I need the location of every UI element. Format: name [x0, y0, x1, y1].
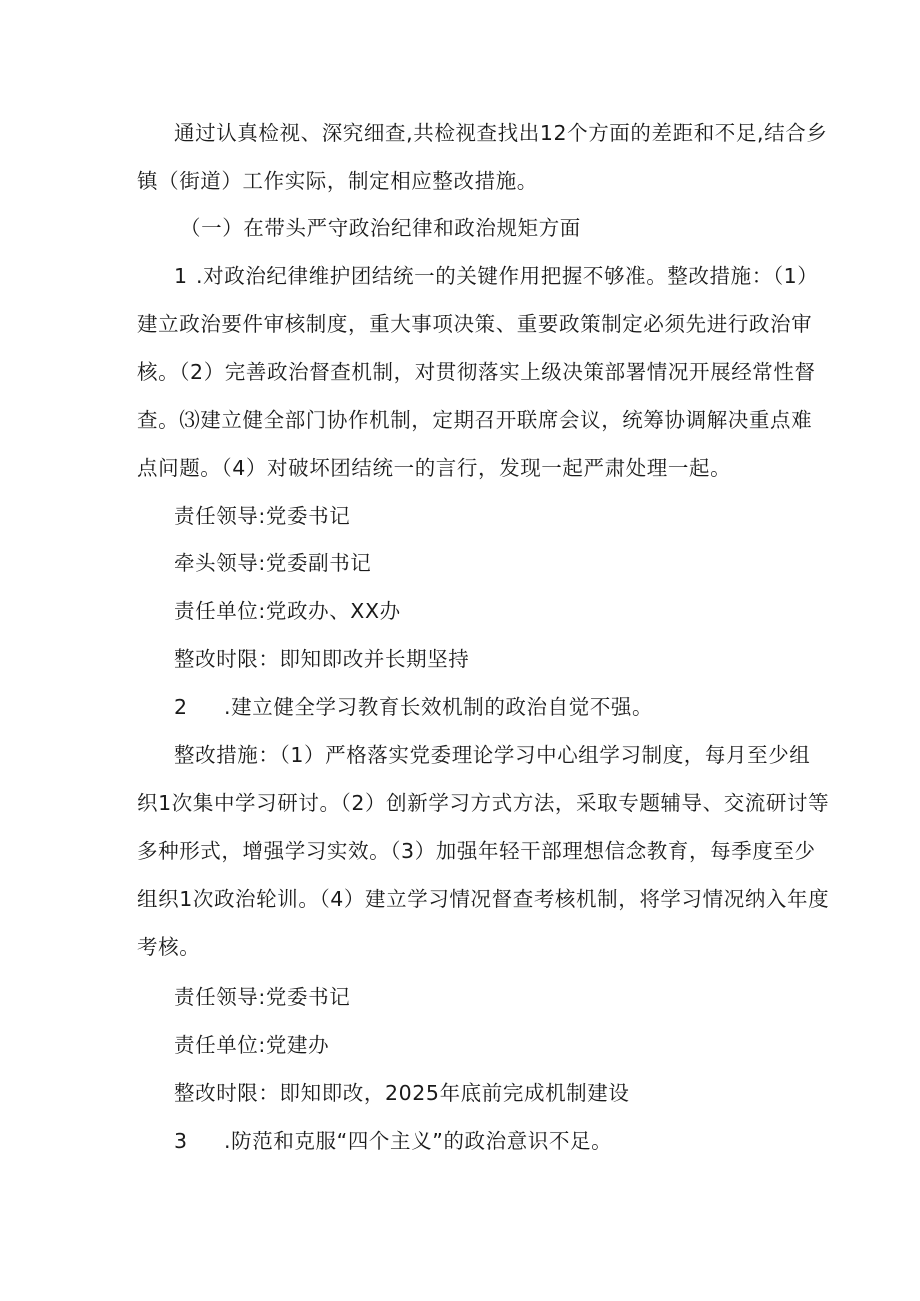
item-1-line-4: 查。⑶建立健全部门协作机制，定期召开联席会议，统筹协调解决重点难: [137, 408, 813, 432]
item-2-line-2: 织1次集中学习研讨。（2）创新学习方式方法，采取专题辅导、交流研讨等: [137, 791, 830, 815]
item-1-text: .对政治纪律维护团结统一的关键作用把握不够准。整改措施：（1）: [196, 264, 819, 288]
item-1-responsible-unit: 责任单位:党政办、XX办: [174, 599, 401, 623]
item-1-lead-leader: 牵头领导:党委副书记: [174, 551, 372, 575]
item-3-title: .防范和克服“四个主义”的政治意识不足。: [224, 1129, 613, 1153]
item-3-number: 3: [174, 1129, 188, 1153]
section-heading: （一）在带头严守政治纪律和政治规矩方面: [180, 216, 581, 240]
item-1-responsible-leader: 责任领导:党委书记: [174, 504, 351, 528]
item-3-title-line: [174, 1127, 612, 1155]
item-1-line-5: 点问题。（4）对破坏团结统一的言行，发现一起严肃处理一起。: [137, 456, 732, 480]
item-2-line-5: 考核。: [137, 935, 201, 959]
intro-paragraph-line-2: 镇（街道）工作实际，制定相应整改措施。: [137, 169, 538, 193]
item-2-title: .建立健全学习教育长效机制的政治自觉不强。: [224, 695, 654, 719]
item-2-responsible-leader: 责任领导:党委书记: [174, 985, 351, 1009]
item-1-deadline: 整改时限：即知即改并长期坚持: [174, 647, 470, 671]
item-2-responsible-unit: 责任单位:党建办: [174, 1033, 330, 1057]
intro-paragraph-line-1: 通过认真检视、深究细查,共检视查找出12个方面的差距和不足,结合乡: [174, 121, 828, 145]
item-2-line-1: 整改措施：（1）严格落实党委理论学习中心组学习制度，每月至少组: [174, 743, 811, 767]
item-1-number: 1: [174, 264, 188, 288]
item-2-line-4: 组织1次政治轮训。（4）建立学习情况督查考核机制，将学习情况纳入年度: [137, 887, 830, 911]
item-2-deadline: 整改时限：即知即改，2025年底前完成机制建设: [174, 1081, 630, 1105]
item-1-title-line: [174, 262, 818, 290]
item-2-number: 2: [174, 695, 188, 719]
item-2-title-line: [174, 693, 653, 721]
item-2-line-3: 多种形式，增强学习实效。（3）加强年轻干部理想信念教育，每季度至少: [137, 839, 816, 863]
item-1-line-2: 建立政治要件审核制度，重大事项决策、重要政策制定必须先进行政治审: [137, 312, 813, 336]
item-1-line-3: 核。（2）完善政治督查机制，对贯彻落实上级决策部署情况开展经常性督: [137, 360, 816, 384]
